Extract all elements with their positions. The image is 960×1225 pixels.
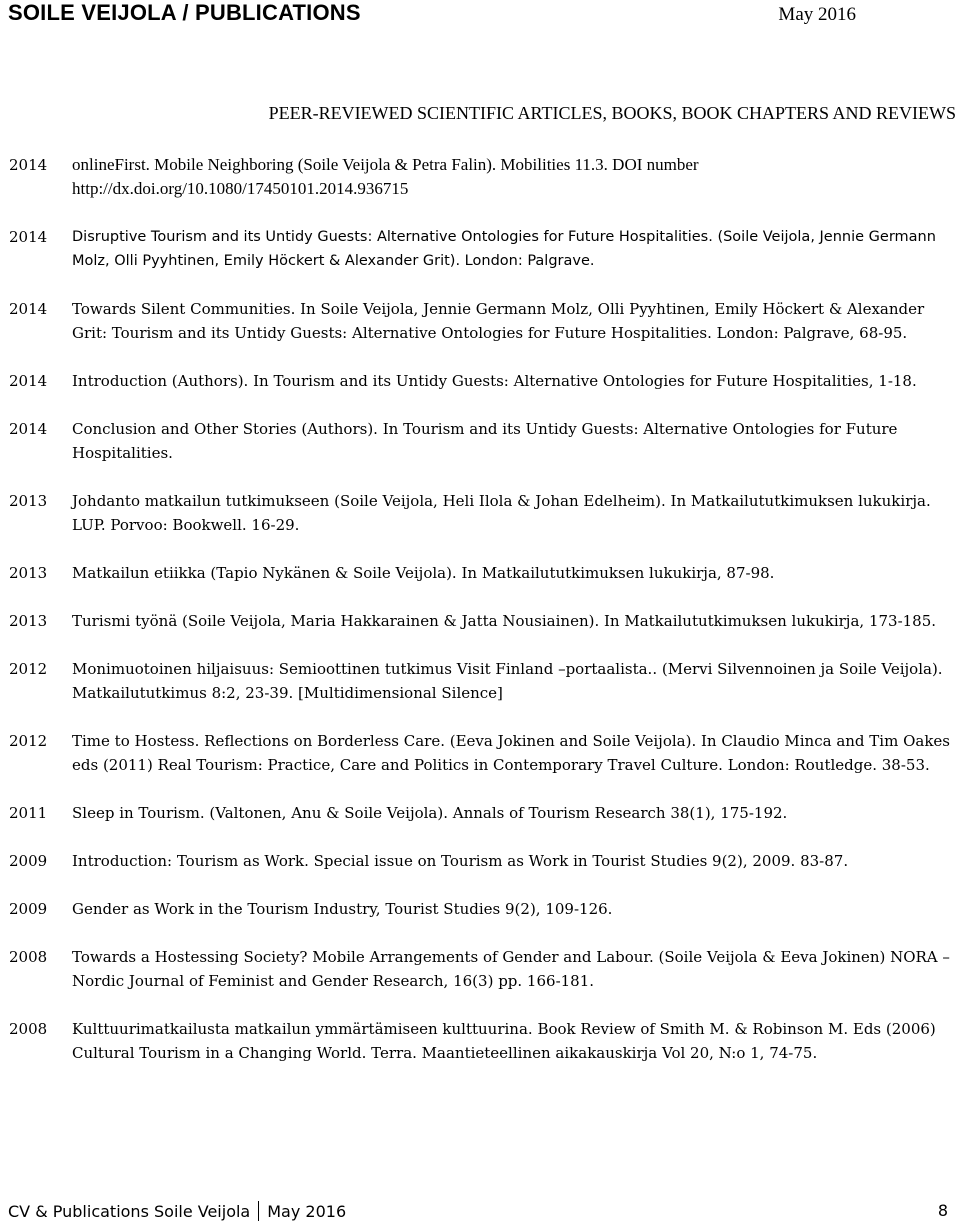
publication-year: 2013 (9, 612, 48, 630)
publication-entry (0, 657, 960, 705)
publication-entry (0, 849, 960, 873)
footer-date: May 2016 (267, 1202, 347, 1221)
publication-list (0, 153, 960, 1089)
footer-divider (258, 1201, 259, 1221)
publication-text: Time to Hostess. Reflections on Borderless Care. (Eeva Jokinen and Soile Veijola). In Claudio Minca and Tim Oakes eds (2011) Real Tourism: Practice, Care and Politics in Contemporary Travel Culture. London: Routledge. 38-53. (72, 732, 951, 774)
publication-entry (0, 945, 960, 993)
publication-text: Towards a Hostessing Society? Mobile Arrangements of Gender and Labour. (Soile Veijola & Eeva Jokinen) NORA – Nordic Journal of Feminist and Gender Research, 16(3) pp. 166-181. (72, 948, 950, 990)
publication-entry (0, 153, 960, 201)
publication-year: 2012 (9, 660, 48, 678)
section-heading: PEER-REVIEWED SCIENTIFIC ARTICLES, BOOKS, BOOK CHAPTERS AND REVIEWS (268, 103, 956, 123)
publication-entry (0, 489, 960, 537)
publication-entry (0, 1017, 960, 1065)
page-footer (8, 1201, 346, 1221)
publication-entry (0, 729, 960, 777)
publication-year: 2009 (9, 852, 48, 870)
publication-text: Sleep in Tourism. (Valtonen, Anu & Soile Veijola). Annals of Tourism Research 38(1), 175-192. (72, 804, 788, 822)
publication-text: Gender as Work in the Tourism Industry, Tourist Studies 9(2), 109-126. (72, 900, 613, 918)
page-title: SOILE VEIJOLA / PUBLICATIONS (8, 0, 361, 25)
publication-entry (0, 609, 960, 633)
page-number: 8 (937, 1201, 948, 1220)
publication-year: 2008 (9, 948, 48, 966)
publication-text: Johdanto matkailun tutkimukseen (Soile Veijola, Heli Ilola & Johan Edelheim). In Matkailututkimuksen lukukirja. LUP. Porvoo: Bookwell. 16-29. (72, 492, 931, 534)
publication-text: Monimuotoinen hiljaisuus: Semioottinen tutkimus Visit Finland –portaalista.. (Mervi Silvennoinen ja Soile Veijola). Matkailututkimus 8:2, 23-39. [Multidimensional Silence] (72, 660, 943, 702)
publication-year: 2008 (9, 1020, 48, 1038)
publication-text: Turismi työnä (Soile Veijola, Maria Hakkarainen & Jatta Nousiainen). In Matkailututkimuksen lukukirja, 173-185. (72, 612, 937, 630)
publication-text: Disruptive Tourism and its Untidy Guests: Alternative Ontologies for Future Hospitalities. (Soile Veijola, Jennie Germann Molz, Olli Pyyhtinen, Emily Höckert & Alexander Grit). London: Palgrave. (72, 229, 936, 269)
publication-text: onlineFirst. Mobile Neighboring (Soile Veijola & Petra Falin). Mobilities 11.3. DOI number http://dx.doi.org/10.1080/17450101.2014.936715 (72, 155, 699, 198)
publication-text: Towards Silent Communities. In Soile Veijola, Jennie Germann Molz, Olli Pyyhtinen, Emily Höckert & Alexander Grit: Tourism and its Untidy Guests: Alternative Ontologies for Future Hospitalities. London: Palgrave, 68-95. (72, 300, 925, 342)
publication-text: Conclusion and Other Stories (Authors). In Tourism and its Untidy Guests: Alternative Ontologies for Future Hospitalities. (72, 420, 898, 462)
publication-text: Introduction: Tourism as Work. Special issue on Tourism as Work in Tourist Studies 9(2), 2009. 83-87. (72, 852, 849, 870)
footer-label: CV & Publications Soile Veijola (8, 1202, 251, 1221)
publication-entry (0, 225, 960, 273)
publication-entry (0, 897, 960, 921)
header-date: May 2016 (778, 4, 856, 25)
publication-text: Kulttuurimatkailusta matkailun ymmärtämiseen kulttuurina. Book Review of Smith M. & Robinson M. Eds (2006) Cultural Tourism in a Changing World. Terra. Maantieteellinen aikakauskirja Vol 20, N:o 1, 74-75. (72, 1020, 936, 1062)
publication-year: 2012 (9, 732, 48, 750)
publication-year: 2014 (9, 228, 48, 246)
publication-entry (0, 369, 960, 393)
publication-entry (0, 561, 960, 585)
publication-year: 2009 (9, 900, 48, 918)
publication-text: Introduction (Authors). In Tourism and its Untidy Guests: Alternative Ontologies for Future Hospitalities, 1-18. (72, 372, 917, 390)
publication-year: 2014 (9, 420, 48, 438)
publication-year: 2013 (9, 564, 48, 582)
publication-year: 2013 (9, 492, 48, 510)
publication-year: 2014 (9, 372, 48, 390)
publication-year: 2011 (9, 804, 48, 822)
publication-year: 2014 (9, 156, 48, 174)
publication-year: 2014 (9, 300, 48, 318)
publication-entry (0, 801, 960, 825)
publication-entry (0, 417, 960, 465)
publication-entry (0, 297, 960, 345)
publication-text: Matkailun etiikka (Tapio Nykänen & Soile Veijola). In Matkailututkimuksen lukukirja, 87-98. (72, 564, 775, 582)
